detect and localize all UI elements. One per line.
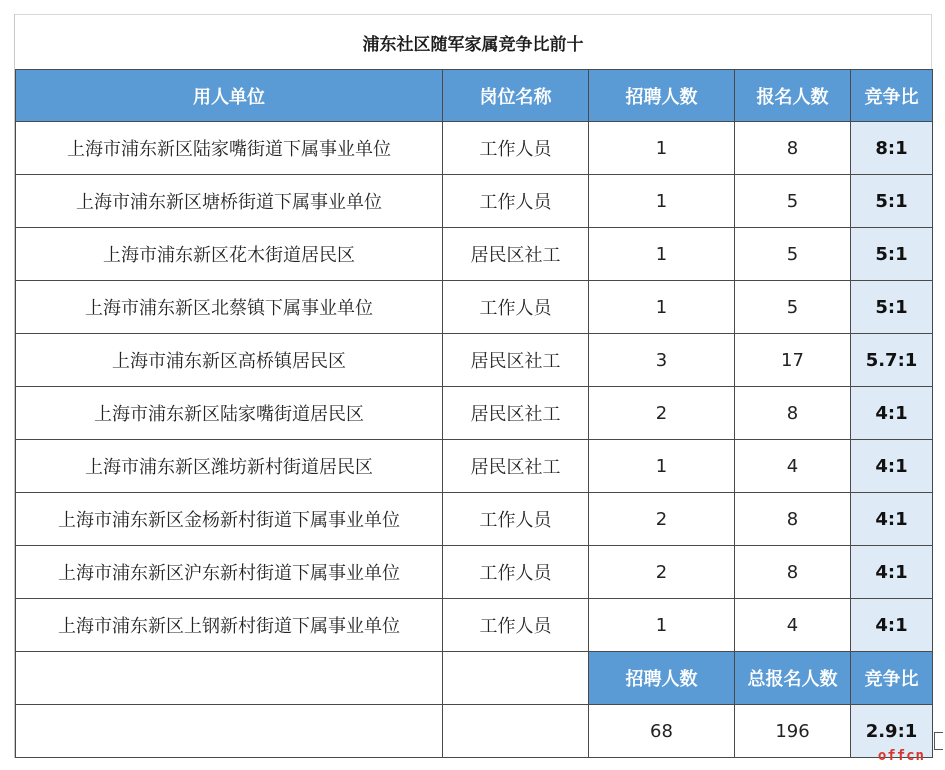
position-cell: 居民区社工 bbox=[443, 228, 589, 281]
summary-header-row bbox=[16, 652, 933, 705]
table-row bbox=[16, 228, 933, 281]
employer-cell: 上海市浦东新区陆家嘴街道下属事业单位 bbox=[16, 122, 443, 175]
summary-header-total-applicants: 总报名人数 bbox=[735, 652, 851, 705]
summary-ratio: 2.9:1 bbox=[851, 705, 933, 758]
position-cell: 工作人员 bbox=[443, 599, 589, 652]
ratio-cell: 8:1 bbox=[851, 122, 933, 175]
employer-cell: 上海市浦东新区花木街道居民区 bbox=[16, 228, 443, 281]
summary-values-row bbox=[16, 705, 933, 758]
table-title: 浦东社区随军家属竞争比前十 bbox=[15, 14, 932, 69]
ratio-cell: 4:1 bbox=[851, 546, 933, 599]
column-header-ratio: 竞争比 bbox=[851, 70, 933, 122]
position-cell: 居民区社工 bbox=[443, 440, 589, 493]
applicants-cell: 5 bbox=[735, 228, 851, 281]
empty-cell bbox=[443, 652, 589, 705]
table-row bbox=[16, 387, 933, 440]
table-row bbox=[16, 440, 933, 493]
corner-handle bbox=[934, 732, 943, 750]
position-cell: 工作人员 bbox=[443, 493, 589, 546]
ratio-cell: 4:1 bbox=[851, 493, 933, 546]
position-cell: 工作人员 bbox=[443, 122, 589, 175]
summary-header-ratio: 竞争比 bbox=[851, 652, 933, 705]
hiring-count-cell: 1 bbox=[589, 175, 735, 228]
applicants-cell: 8 bbox=[735, 546, 851, 599]
position-cell: 工作人员 bbox=[443, 281, 589, 334]
table-row bbox=[16, 281, 933, 334]
applicants-cell: 8 bbox=[735, 387, 851, 440]
ratio-cell: 5:1 bbox=[851, 228, 933, 281]
table-row bbox=[16, 546, 933, 599]
ratio-cell: 5.7:1 bbox=[851, 334, 933, 387]
table-row bbox=[16, 122, 933, 175]
summary-hiring-total: 68 bbox=[589, 705, 735, 758]
hiring-count-cell: 1 bbox=[589, 440, 735, 493]
table-row bbox=[16, 493, 933, 546]
ratio-cell: 4:1 bbox=[851, 440, 933, 493]
position-cell: 工作人员 bbox=[443, 546, 589, 599]
employer-cell: 上海市浦东新区上钢新村街道下属事业单位 bbox=[16, 599, 443, 652]
hiring-count-cell: 1 bbox=[589, 281, 735, 334]
employer-cell: 上海市浦东新区塘桥街道下属事业单位 bbox=[16, 175, 443, 228]
employer-cell: 上海市浦东新区沪东新村街道下属事业单位 bbox=[16, 546, 443, 599]
hiring-count-cell: 2 bbox=[589, 387, 735, 440]
hiring-count-cell: 3 bbox=[589, 334, 735, 387]
position-cell: 工作人员 bbox=[443, 175, 589, 228]
applicants-cell: 5 bbox=[735, 175, 851, 228]
table-row bbox=[16, 599, 933, 652]
applicants-cell: 17 bbox=[735, 334, 851, 387]
position-cell: 居民区社工 bbox=[443, 334, 589, 387]
hiring-count-cell: 2 bbox=[589, 546, 735, 599]
employer-cell: 上海市浦东新区高桥镇居民区 bbox=[16, 334, 443, 387]
header-row bbox=[16, 70, 933, 122]
applicants-cell: 8 bbox=[735, 122, 851, 175]
column-header-hiring-count: 招聘人数 bbox=[589, 70, 735, 122]
position-cell: 居民区社工 bbox=[443, 387, 589, 440]
table-row bbox=[16, 334, 933, 387]
table-row bbox=[16, 175, 933, 228]
summary-applicants-total: 196 bbox=[735, 705, 851, 758]
employer-cell: 上海市浦东新区潍坊新村街道居民区 bbox=[16, 440, 443, 493]
column-header-applicants: 报名人数 bbox=[735, 70, 851, 122]
ratio-cell: 5:1 bbox=[851, 175, 933, 228]
spreadsheet bbox=[14, 14, 932, 758]
empty-cell bbox=[16, 652, 443, 705]
ratio-cell: 5:1 bbox=[851, 281, 933, 334]
employer-cell: 上海市浦东新区陆家嘴街道居民区 bbox=[16, 387, 443, 440]
applicants-cell: 8 bbox=[735, 493, 851, 546]
competition-table bbox=[15, 69, 933, 758]
column-header-employer: 用人单位 bbox=[16, 70, 443, 122]
employer-cell: 上海市浦东新区北蔡镇下属事业单位 bbox=[16, 281, 443, 334]
hiring-count-cell: 1 bbox=[589, 599, 735, 652]
hiring-count-cell: 1 bbox=[589, 228, 735, 281]
ratio-cell: 4:1 bbox=[851, 387, 933, 440]
brand-watermark: offcn bbox=[877, 748, 925, 764]
applicants-cell: 4 bbox=[735, 599, 851, 652]
ratio-cell: 4:1 bbox=[851, 599, 933, 652]
hiring-count-cell: 2 bbox=[589, 493, 735, 546]
column-header-position: 岗位名称 bbox=[443, 70, 589, 122]
empty-cell bbox=[443, 705, 589, 758]
employer-cell: 上海市浦东新区金杨新村街道下属事业单位 bbox=[16, 493, 443, 546]
applicants-cell: 4 bbox=[735, 440, 851, 493]
empty-cell bbox=[16, 705, 443, 758]
hiring-count-cell: 1 bbox=[589, 122, 735, 175]
applicants-cell: 5 bbox=[735, 281, 851, 334]
summary-header-hiring: 招聘人数 bbox=[589, 652, 735, 705]
